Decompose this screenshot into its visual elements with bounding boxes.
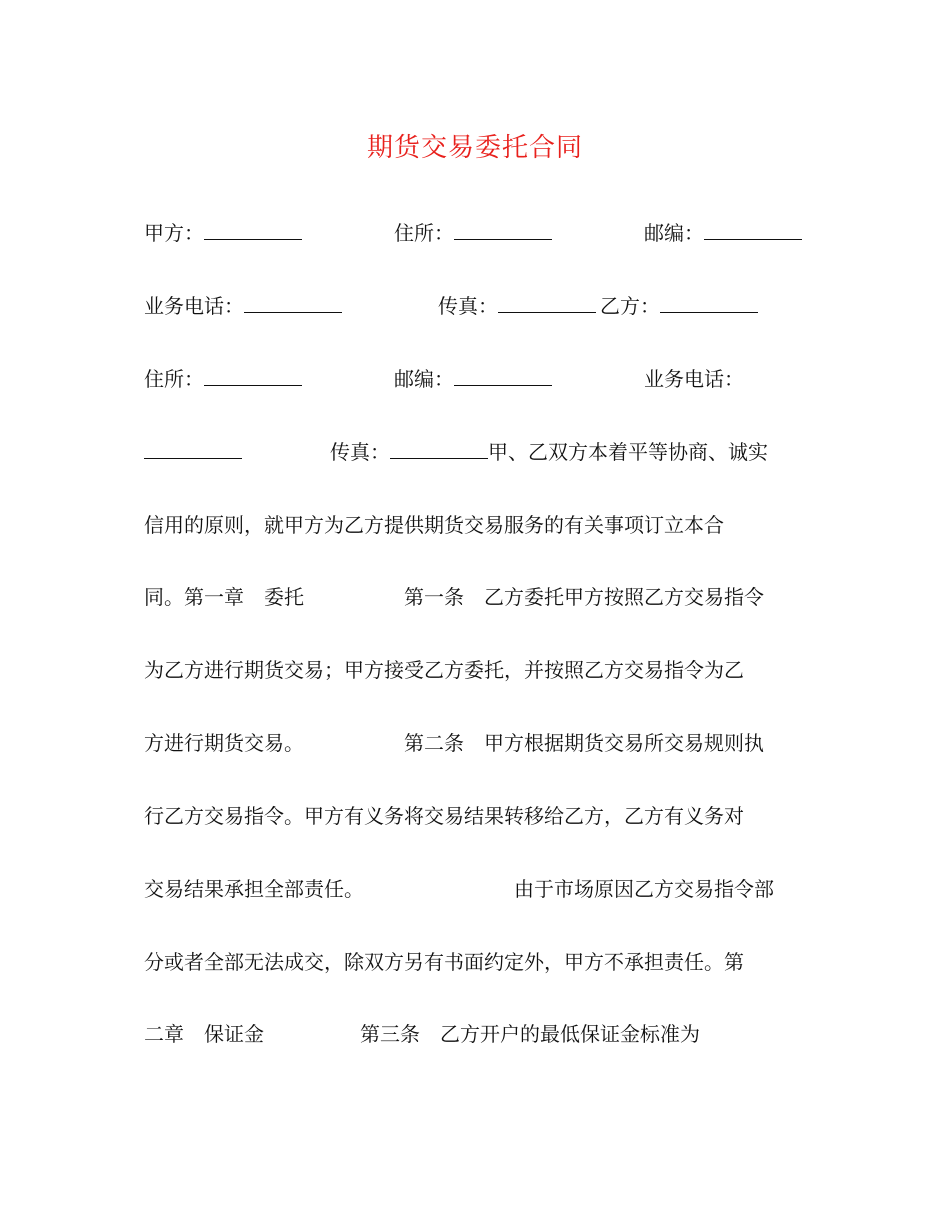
article-3: 第三条 乙方开户的最低保证金标准为 xyxy=(360,1022,700,1046)
blank-underline xyxy=(390,436,488,459)
text-line-10: 交易结果承担全部责任。 由于市场原因乙方交易指令部 xyxy=(144,877,774,901)
blank-underline xyxy=(204,217,302,240)
party-b-postcode-label: 邮编： xyxy=(394,362,552,396)
text-line-5: 信用的原则，就甲方为乙方提供期货交易服务的有关事项订立本合 xyxy=(144,513,724,537)
blank-underline xyxy=(144,436,242,459)
text-line-3 xyxy=(144,362,824,396)
blank-underline xyxy=(660,290,758,313)
text-line-8: 方进行期货交易。 第二条 甲方根据期货交易所交易规则执 xyxy=(144,726,824,760)
document-title: 期货交易委托合同 xyxy=(366,133,583,163)
blank-underline xyxy=(704,217,802,240)
text-line-4 xyxy=(144,435,824,469)
party-b-phone-blank xyxy=(144,435,242,469)
chapter-1-heading: 同。第一章 委托 xyxy=(144,585,304,609)
article-2: 第二条 甲方根据期货交易所交易规则执 xyxy=(404,731,764,755)
text-line-2 xyxy=(144,289,824,323)
blank-underline xyxy=(454,363,552,386)
party-b-fax-label: 传真： 甲、乙双方本着平等协商、诚实 xyxy=(330,435,768,469)
text-line-9: 行乙方交易指令。甲方有义务将交易结果转移给乙方，乙方有义务对 xyxy=(144,804,744,828)
party-a-phone-label: 业务电话： xyxy=(144,289,342,323)
text-line-1 xyxy=(144,216,824,250)
party-b-phone-label: 业务电话： xyxy=(644,367,744,391)
text-line-11: 分或者全部无法成交，除双方另有书面约定外，甲方不承担责任。第 xyxy=(144,950,744,974)
chapter-2-heading: 二章 保证金 xyxy=(144,1022,264,1046)
text-line-12 xyxy=(144,1017,824,1051)
text-line-6 xyxy=(144,580,824,614)
party-a-postcode-label: 邮编： xyxy=(644,216,802,250)
text-line-7: 为乙方进行期货交易；甲方接受乙方委托，并按照乙方交易指令为乙 xyxy=(144,658,744,682)
blank-underline xyxy=(244,290,342,313)
party-a-address-label: 住所： xyxy=(394,216,552,250)
party-a-fax-label: 传真： xyxy=(438,289,596,323)
blank-underline xyxy=(454,217,552,240)
article-1: 第一条 乙方委托甲方按照乙方交易指令 xyxy=(404,585,764,609)
blank-underline xyxy=(204,363,302,386)
blank-underline xyxy=(498,290,596,313)
party-b-label: 乙方： xyxy=(600,289,758,323)
party-a-label: 甲方： xyxy=(144,216,302,250)
party-b-address-label: 住所： xyxy=(144,362,302,396)
